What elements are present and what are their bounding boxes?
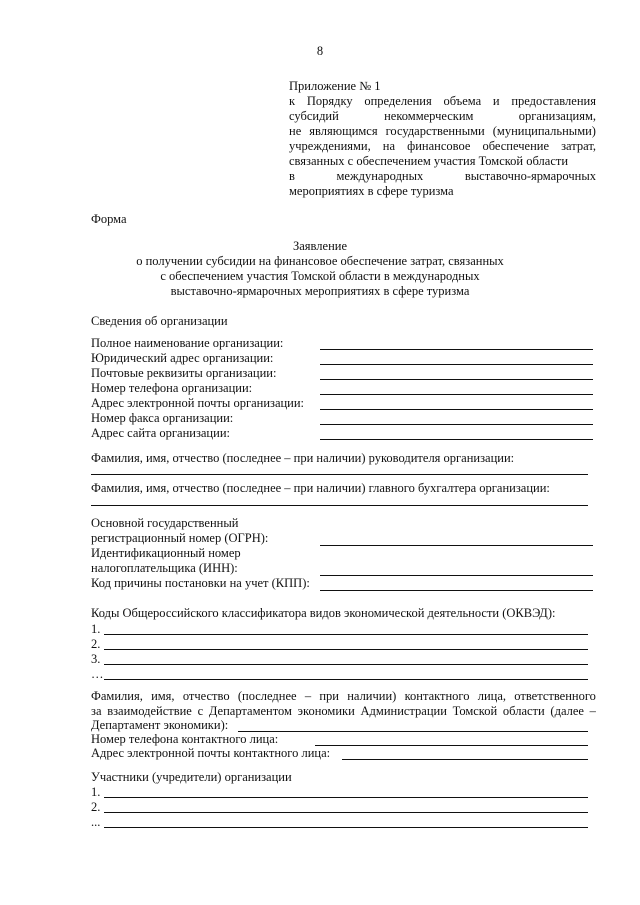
founders-input-line[interactable] bbox=[104, 827, 588, 828]
contact-label-line-3: Департамент экономики): bbox=[91, 718, 229, 732]
fax-input-line[interactable] bbox=[320, 424, 593, 425]
kpp-input-line[interactable] bbox=[320, 590, 593, 591]
field-label-postal-details: Почтовые реквизиты организации: bbox=[91, 366, 277, 380]
appendix-line-2: субсидий некоммерческим организациям, bbox=[289, 109, 596, 123]
contact-email-label: Адрес электронной почты контактного лица: bbox=[91, 746, 331, 760]
contact-name-input-line[interactable] bbox=[238, 731, 588, 732]
okved-input-line[interactable] bbox=[104, 664, 588, 665]
field-label-full-name: Полное наименование организации: bbox=[91, 336, 284, 350]
okved-title: Коды Общероссийского классификатора видов экономической деятельности (ОКВЭД): bbox=[91, 606, 556, 620]
legal-address-input-line[interactable] bbox=[320, 364, 593, 365]
okved-input-line[interactable] bbox=[104, 634, 588, 635]
ogrn-label-line-1: Основной государственный bbox=[91, 516, 239, 530]
appendix-line-5: связанных с обеспечением участия Томской области bbox=[289, 154, 569, 168]
okved-item-number: 3. bbox=[91, 652, 101, 666]
inn-label-line-1: Идентификационный номер bbox=[91, 546, 241, 560]
founders-item-number: 1. bbox=[91, 785, 101, 799]
contact-label-line-2: за взаимодействие с Департаментом экономики Администрации Томской области (далее – bbox=[91, 704, 596, 718]
accountant-input-line[interactable] bbox=[91, 505, 588, 506]
appendix-line-1: к Порядку определения объема и предоставления bbox=[289, 94, 596, 108]
field-label-legal-address: Юридический адрес организации: bbox=[91, 351, 274, 365]
founders-item-number: 2. bbox=[91, 800, 101, 814]
website-input-line[interactable] bbox=[320, 439, 593, 440]
postal-details-input-line[interactable] bbox=[320, 379, 593, 380]
director-label: Фамилия, имя, отчество (последнее – при наличии) руководителя организации: bbox=[91, 451, 515, 465]
appendix-line-7: мероприятиях в сфере туризма bbox=[289, 184, 454, 198]
okved-item-number: 1. bbox=[91, 622, 101, 636]
heading-line-1: о получении субсидии на финансовое обеспечение затрат, связанных bbox=[136, 254, 504, 268]
appendix-line-4: учреждениями, на финансовое обеспечение затрат, bbox=[289, 139, 596, 153]
heading-line-3: выставочно-ярмарочных мероприятиях в сфере туризма bbox=[170, 284, 470, 298]
contact-phone-label: Номер телефона контактного лица: bbox=[91, 732, 279, 746]
founders-input-line[interactable] bbox=[104, 797, 588, 798]
page-number: 8 bbox=[316, 44, 324, 58]
field-label-phone: Номер телефона организации: bbox=[91, 381, 253, 395]
founders-title: Участники (учредители) организации bbox=[91, 770, 292, 784]
appendix-line-3: не являющимся государственными (муниципальными) bbox=[289, 124, 596, 138]
contact-label-line-1: Фамилия, имя, отчество (последнее – при наличии) контактного лица, ответственного bbox=[91, 689, 596, 703]
heading-line-2: с обеспечением участия Томской области в международных bbox=[160, 269, 480, 283]
founders-item-number: ... bbox=[91, 815, 101, 829]
okved-input-line[interactable] bbox=[104, 649, 588, 650]
accountant-label: Фамилия, имя, отчество (последнее – при наличии) главного бухгалтера организации: bbox=[91, 481, 550, 495]
okved-item-number: … bbox=[91, 667, 104, 681]
appendix-line-6: в международных выставочно-ярмарочных bbox=[289, 169, 596, 183]
heading-title: Заявление bbox=[292, 239, 347, 253]
inn-label-line-2: налогоплательщика (ИНН): bbox=[91, 561, 238, 575]
ogrn-input-line[interactable] bbox=[320, 545, 593, 546]
org-section-title: Сведения об организации bbox=[91, 314, 228, 328]
founders-input-line[interactable] bbox=[104, 812, 588, 813]
inn-input-line[interactable] bbox=[320, 575, 593, 576]
field-label-fax: Номер факса организации: bbox=[91, 411, 234, 425]
email-input-line[interactable] bbox=[320, 409, 593, 410]
kpp-label: Код причины постановки на учет (КПП): bbox=[91, 576, 310, 590]
contact-phone-input-line[interactable] bbox=[315, 745, 588, 746]
appendix-title: Приложение № 1 bbox=[289, 79, 381, 93]
phone-input-line[interactable] bbox=[320, 394, 593, 395]
ogrn-label-line-2: регистрационный номер (ОГРН): bbox=[91, 531, 269, 545]
okved-input-line[interactable] bbox=[104, 679, 588, 680]
full-name-input-line[interactable] bbox=[320, 349, 593, 350]
field-label-email: Адрес электронной почты организации: bbox=[91, 396, 305, 410]
contact-email-input-line[interactable] bbox=[342, 759, 588, 760]
okved-item-number: 2. bbox=[91, 637, 101, 651]
form-label: Форма bbox=[91, 212, 127, 226]
director-input-line[interactable] bbox=[91, 474, 588, 475]
field-label-website: Адрес сайта организации: bbox=[91, 426, 230, 440]
